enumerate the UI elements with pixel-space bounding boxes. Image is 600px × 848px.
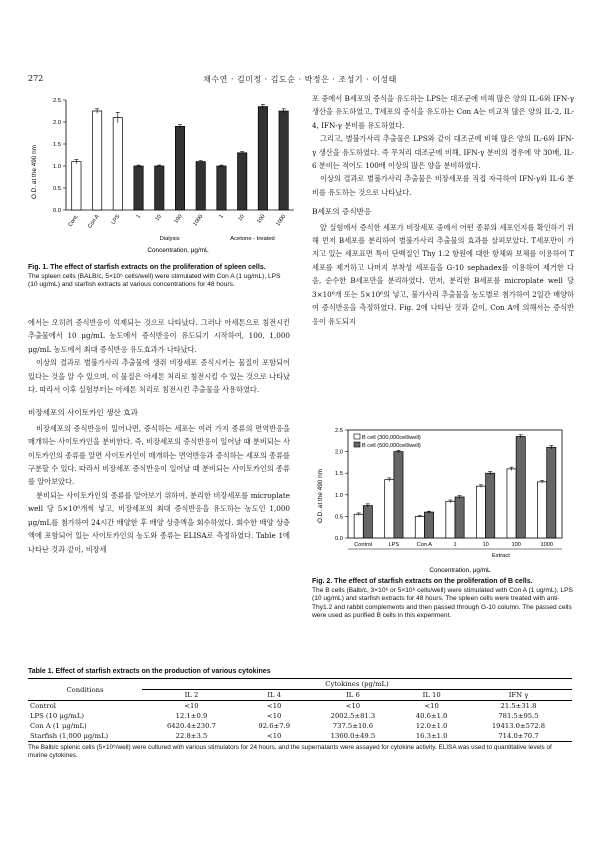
- fig1-x-tick-label: 10: [154, 213, 163, 223]
- table1-note: The Balb/c splenic cells (5×10⁶/well) were cultured with various stimulators for 24 hours, and the supernatants were assayed for cytokine activity. ELISA was used to quantitative levels of murine cytokines.: [28, 744, 552, 760]
- table1-header: IL 4: [267, 691, 282, 699]
- fig2-bar: [455, 497, 464, 538]
- fig2-bar: [507, 469, 516, 538]
- fig2-bar: [486, 473, 495, 538]
- fig1-x-tick-label: Con A: [87, 213, 101, 230]
- section-heading-b-cell: B세포의 증식반응: [312, 207, 372, 217]
- table-cell: LPS (10 μg/mL): [30, 712, 85, 720]
- fig2-bar: [538, 482, 547, 538]
- fig2-legend-label: B cell (500,000cell/well): [362, 443, 421, 449]
- fig1-bar: [92, 111, 101, 210]
- fig2-x-tick-label: 10: [482, 542, 489, 548]
- table1-col-group: Cytokines (pg/mL): [142, 679, 572, 690]
- fig1-bar: [134, 166, 143, 210]
- fig1-y-tick-label: 1.0: [52, 164, 61, 170]
- table-cell: 714.0±70.7: [498, 732, 539, 740]
- table-cell: <10: [267, 732, 282, 740]
- table1-header: IL 2: [184, 691, 199, 699]
- fig1-x-tick-label: 10: [237, 213, 246, 223]
- fig2-bar: [394, 452, 403, 538]
- fig2-y-tick-label: 0.5: [334, 514, 343, 521]
- fig2-caption-title: Fig. 2. The effect of starfish extracts on the proliferation of B cells.: [312, 578, 533, 585]
- fig1-x-tick-label: LPS: [110, 213, 122, 226]
- fig2-bar: [385, 480, 394, 538]
- fig2-legend-swatch: [354, 434, 360, 439]
- table-cell: 19413.0±572.8: [491, 722, 546, 730]
- right-paragraph-3: 이상의 결과로 별불가사리 추출물은 비장세포를 직접 자극하여 IFN-γ와 IL-6 분비를 유도하는 것으로 나타났다.: [312, 174, 574, 197]
- table-cell: <10: [267, 712, 282, 720]
- table1-block: [28, 668, 572, 760]
- page-number: 272: [28, 74, 44, 83]
- fig1-x-tick-label: 1: [135, 213, 143, 220]
- right-paragraph-1: 포 중에서 B세포의 증식을 유도하는 LPS는 대조군에 비해 많은 양의 IL-6와 IFN-γ 생산을 유도하였고, T세포의 증식을 유도하는 Con A는 비교적 많은 양의 IL-2, IL-4, IFN-γ 분비를 유도하였다.: [312, 94, 574, 130]
- table-row: [28, 701, 572, 712]
- fig1-xlabel: Concentration, μg/mL: [147, 247, 209, 254]
- fig1-y-tick-label: 2.0: [52, 120, 61, 126]
- fig2-legend-label: B cell (300,000cell/well): [362, 435, 421, 441]
- left-paragraph-2: 이상의 결과로 별불가사리 추출물에 생쥐 비장세포 증식시키는 물질이 포함되어 있다는 것을 알 수 있으며, 이 물질은 아세톤 처리로 침전시킬 수 있는 것으로 나타났다. 따라서 이후 실험부터는 아세톤 처리로 침전시킨 추출물을 사용하였다.: [28, 358, 290, 395]
- fig2-y-tick-label: 0.0: [334, 536, 343, 542]
- fig1-bar: [238, 153, 247, 210]
- table-cell: 6420.4±230.7: [166, 722, 216, 730]
- table-cell: <10: [184, 702, 199, 710]
- fig2-chart: [312, 420, 574, 580]
- right-paragraph-4: 앞 실험에서 증식한 세포가 비장세포 중에서 어떤 종류의 세포인지를 확인하기 위해 먼저 B세포를 분리하여 별불가사리 추출물의 효과를 살펴보았다. T세포만이 가지고 있는 세포표면 특이 단백질인 Thy 1.2 항원에 대한 항체와 보체를 이용하여 T세포를 제거하고 나머지 부착성 세포들을 G-10 sephadex를 이용하여 제거한 다음, 순수한 B세포만을 분리하였다. 먼저, 분리한 B세포를 microplate well 당 3×10⁶개 또는 5×10⁶의 넣고, 불가사리 추출물을 농도별로 첨가하여 2일간 배양하여 증식반응을 측정하였다. Fig. 2에 나타난 것과 같이, Con A에 의해서는 증식반응이 유도되지: [312, 222, 574, 326]
- fig1-caption-body: The spleen cells (BALB/c, 5×10⁶ cells/well) were stimulated with Con A (1 ug/mL), LPS (10 ug/mL) and starfish extracts at various concentrations for 48 hours.: [28, 272, 281, 289]
- table-cell: 16.3±1.0: [415, 732, 448, 740]
- fig2-bar: [516, 436, 525, 538]
- fig2-bar: [363, 506, 372, 538]
- table-cell: 92.6±7.9: [258, 722, 291, 730]
- table-cell: 12.1±0.9: [175, 712, 208, 720]
- fig2-y-tick-label: 2.5: [334, 428, 343, 434]
- table-cell: 22.8±3.5: [175, 732, 208, 740]
- fig2-xlabel: Concentration, μg/mL: [429, 567, 491, 574]
- fig1-group-label: Dialysis: [159, 236, 180, 242]
- fig1-x-tick-label: 100: [173, 213, 184, 225]
- table-cell: Con A (1 μg/mL): [30, 722, 87, 730]
- fig1-x-tick-label: 1000: [275, 213, 288, 228]
- table-cell: 781.5±95.5: [498, 712, 539, 720]
- fig1-bar: [113, 118, 122, 210]
- fig2-caption: [312, 578, 574, 621]
- fig2-y-tick-label: 1.0: [334, 492, 343, 499]
- running-head-authors: 채수연 · 김미정 · 김도순 · 박정은 · 조성기 · 이성태: [203, 75, 397, 84]
- table1: [28, 678, 572, 742]
- table1-col-conditions: Conditions: [28, 679, 142, 701]
- table-cell: <10: [267, 702, 282, 710]
- table1-header: IL 6: [346, 691, 360, 699]
- table-cell: 40.6±1.0: [415, 712, 448, 720]
- fig2-x-tick-label: LPS: [388, 542, 400, 548]
- right-column-text: [312, 92, 574, 328]
- table-cell: Starfish (1,000 μg/mL): [30, 732, 109, 740]
- table-row: [28, 731, 572, 742]
- fig1-bar: [258, 107, 267, 210]
- fig2-bar: [354, 514, 363, 538]
- fig1-caption: [28, 264, 290, 290]
- fig1-y-tick-label: 0.0: [52, 208, 61, 214]
- table-cell: 2002.5±81.3: [330, 712, 376, 720]
- fig1-y-tick-label: 0.5: [52, 186, 61, 192]
- fig1-x-tick-label: 100: [256, 213, 267, 225]
- fig2-caption-body: The B cells (Balb/c, 3×10⁶ or 5×10⁶ cells/well) were stimulated with Con A (1 ug/mL), LPS (10 ug/mL) and starfish extracts for 48 hours. The spleen cells were treated with anti-Thy1.2 and rabbit complements and then passed through G-10 column. The passed cells were used as purified B cells in this experiment.: [312, 586, 573, 620]
- fig1-group-label: Acetone - treated: [230, 236, 275, 242]
- fig1-chart: [26, 92, 298, 262]
- table-cell: 1360.0±49.5: [330, 732, 376, 740]
- fig1-ylabel: O.D. at the 490 nm: [31, 145, 38, 199]
- fig1-bar: [72, 162, 81, 210]
- table-cell: 21.5±31.8: [500, 702, 537, 710]
- table-cell: Control: [30, 702, 56, 710]
- table-cell: <10: [424, 702, 439, 710]
- fig1-bar: [155, 166, 164, 210]
- fig1-bar: [279, 111, 288, 210]
- table1-header: IL 10: [422, 691, 441, 699]
- table-row: [28, 711, 572, 721]
- table-cell: 737.5±10.6: [332, 722, 374, 730]
- section-heading-cytokine: 비장세포의 사이토카인 생산 효과: [28, 408, 138, 418]
- fig2-bar: [476, 486, 485, 538]
- fig2-bar: [415, 516, 424, 538]
- fig2-x-tick-label: 100: [511, 542, 521, 548]
- table-row: [28, 721, 572, 731]
- fig1-y-tick-label: 1.5: [52, 142, 61, 148]
- fig2-x-tick-label: 1: [453, 542, 457, 548]
- left-paragraph-1: 에서는 오히려 증식반응이 억제되는 것으로 나타났다. 그러나 아세톤으로 침전시킨 추출물에서 10 μg/mL 농도에서 증식반응이 유도되기 시작하여, 100, 1,000 μg/mL 농도에서 최대 증식반응 유도효과가 나타났다.: [28, 318, 290, 354]
- fig1-x-tick-label: Cont.: [67, 213, 81, 229]
- fig2-bar: [424, 512, 433, 538]
- fig1-bar: [217, 166, 226, 210]
- left-column-text: [28, 316, 290, 556]
- fig2-x-tick-label: Control: [354, 542, 373, 548]
- fig2-bar: [446, 501, 455, 538]
- fig2-x-tick-label: Con A: [416, 542, 433, 548]
- fig2-group-label: Extract: [491, 553, 510, 559]
- table1-title: Table 1. Effect of starfish extracts on the production of various cytokines: [28, 668, 271, 675]
- right-paragraph-2: 그리고, 별불가사리 추출물은 LPS와 같이 대조군에 비해 많은 양의 IL-6와 IFN-γ 생산을 유도하였다. 즉 무처리 대조군에 비해, IFN-γ 분비의 경우에 약 30배, IL-6 분비는 적어도 100배 이상의 많은 양을 분비하였다.: [312, 134, 574, 171]
- fig1-x-tick-label: 1000: [192, 213, 205, 228]
- fig1-bar: [196, 162, 205, 210]
- fig2-ylabel: O.D. at the 490 nm: [317, 469, 324, 523]
- fig1-x-tick-label: 1: [218, 213, 226, 220]
- fig2-x-tick-label: 1000: [540, 542, 553, 548]
- fig1-y-tick-label: 2.5: [52, 98, 61, 104]
- fig1-caption-title: Fig. 1. The effect of starfish extracts on the proliferation of spleen cells.: [28, 264, 266, 271]
- fig2-y-tick-label: 2.0: [334, 449, 343, 456]
- table-cell: 12.0±1.0: [415, 722, 448, 730]
- fig2-y-tick-label: 1.5: [334, 471, 343, 478]
- table-cell: <10: [345, 702, 361, 710]
- left-paragraph-3: 비장세포의 증식반응이 일어나면, 증식하는 세포는 여러 가지 종류의 면역반응을 매개하는 사이토카인을 분비한다. 즉, 비장세포의 증식반응이 일어날 때 분비되는 사이토카인의 종류를 알면 사이토카인이 매개하는 면역반응과 증식하는 세포의 종류를 구분할 수 있다. 따라서 비장세포 증식반응이 일어날 때 분비되는 사이토카인의 종류를 알아보았다.: [28, 423, 290, 487]
- table1-header: IFN γ: [508, 691, 529, 699]
- fig2-bar: [547, 447, 556, 538]
- fig2-legend-swatch: [354, 442, 360, 447]
- left-paragraph-4: 분비되는 사이토카인의 종류를 알아보기 위하여, 분리한 비장세포를 microplate well 당 5×10⁶개씩 넣고, 비장세포의 최대 증식반응을 유도하는 농도인 1,000 μg/mL를 첨가하여 24시간 배양한 후 배양 상층액을 회수하였다. 회수한 배양 상층액에 포함되어 있는 사이토카인의 농도와 종류는 ELISA로 측정하였다. Table 1에 나타난 것과 같이, 비장세: [28, 490, 290, 554]
- fig1-bar: [175, 126, 184, 210]
